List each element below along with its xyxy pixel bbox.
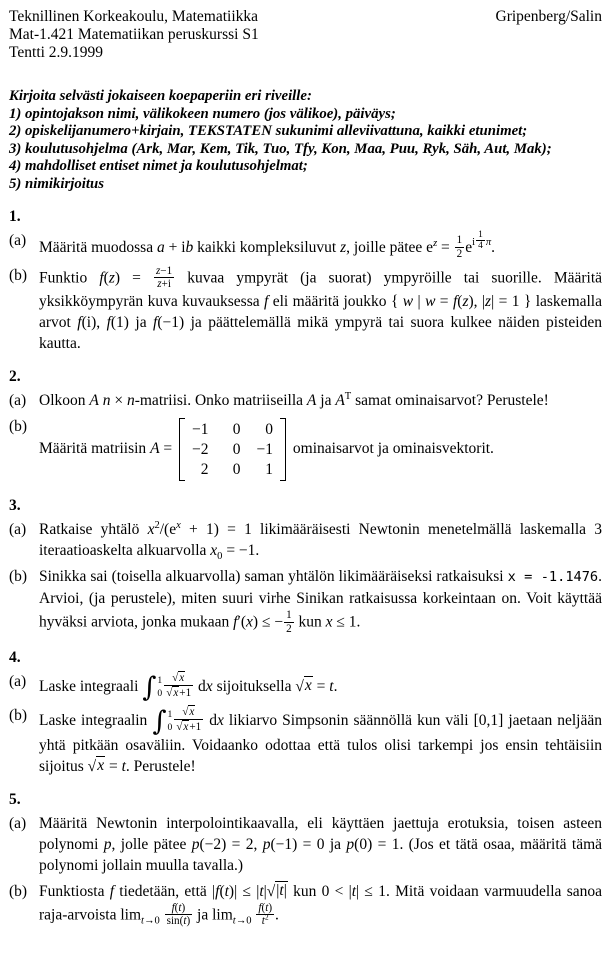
- text-run: Funktiosta: [39, 882, 110, 900]
- math-variable: z: [485, 292, 492, 310]
- math-variable: p: [103, 835, 112, 853]
- text-run: (: [103, 269, 109, 287]
- math-fraction: [173, 705, 204, 734]
- math-variable: x: [217, 712, 224, 730]
- part-text: [39, 881, 602, 928]
- part-label: (b): [9, 882, 28, 900]
- fraction-numerator: [476, 230, 485, 241]
- text-run: (−2) = 2,: [199, 835, 263, 853]
- integral-lower-limit: 0: [167, 721, 173, 733]
- text-run: Sinikka sai (toisella alkuarvolla) saman yhtälön likimääräiseksi ratkaisuksi: [39, 568, 508, 586]
- part-text: [39, 230, 602, 260]
- problem: [9, 207, 602, 354]
- text-run: =: [105, 757, 122, 775]
- radical-icon: √: [172, 672, 179, 685]
- problem: [9, 367, 602, 483]
- math-variable: t: [279, 882, 284, 900]
- radicand: [178, 671, 185, 685]
- radicand: [96, 756, 105, 775]
- text-run: 1: [456, 234, 463, 247]
- integral-icon: ∫: [152, 705, 167, 737]
- fraction-denominator: [284, 622, 294, 635]
- instruction-line: 2) opiskelijanumero+kirjain, TEKSTATEN sukunimi alleviivattuna, kaikki etunimet;: [9, 123, 528, 140]
- text-run: |: [283, 882, 287, 900]
- math-variable: t: [351, 882, 357, 900]
- text-run: T: [344, 390, 352, 402]
- text-run: . Arvioi, (ja perustele), miten suuri virhe Sinikan ratkaisussa korkeintaan on. Voit käyttää hyväksi arviota, jonka mukaan: [39, 568, 603, 631]
- superscript: [265, 912, 269, 921]
- text-run: eli määritä joukko {: [268, 292, 403, 310]
- text-run: i: [472, 237, 476, 249]
- fraction-denominator: [165, 914, 193, 927]
- math-variable: w: [425, 292, 436, 310]
- radical-icon: √: [166, 687, 173, 700]
- fraction-numerator: [154, 265, 174, 277]
- math-variable: p: [262, 835, 271, 853]
- math-variable: a: [156, 238, 165, 256]
- math-variable: n: [102, 391, 111, 409]
- text-run: 2: [154, 519, 160, 531]
- math-variable: x: [147, 521, 155, 539]
- problem-number: 2.: [9, 367, 21, 385]
- part-label: (b): [9, 707, 28, 725]
- integral-limits: [166, 709, 172, 735]
- fraction-denominator: [164, 685, 193, 700]
- math-variable: x: [189, 706, 195, 719]
- text-run: likiarvo Simpsonin säännöllä kun väli [0,1] jaetaan neljään yhtä pitkään osaväliin. Voidaanko odottaa että tulos olisi tarkempi jos ensin tehtäisiin sijoitus: [39, 712, 602, 775]
- math-variable: f: [99, 269, 104, 287]
- fraction-denominator: [256, 914, 274, 927]
- math-variable: p: [191, 835, 200, 853]
- math-variable: x: [325, 613, 333, 631]
- subscript: [141, 915, 160, 926]
- math-variable: π: [485, 237, 492, 249]
- radical-icon: √: [266, 882, 276, 900]
- part-text: [39, 390, 602, 411]
- problem-number: 1.: [9, 207, 21, 225]
- math-square-root: [182, 705, 195, 719]
- problem-part: [9, 881, 602, 928]
- part-text: [39, 566, 602, 635]
- part-text: [39, 705, 602, 776]
- math-variable: x: [246, 613, 253, 631]
- course-code-line: Mat-1.421 Matematiikan peruskurssi S1: [9, 26, 259, 43]
- part-label: (a): [9, 814, 27, 832]
- problem-part: [9, 390, 602, 411]
- part-label: (a): [9, 231, 27, 249]
- text-run: ): [186, 915, 191, 928]
- text-run: -matriisi. Onko matriiseilla: [134, 391, 307, 409]
- radicand: [188, 705, 195, 719]
- math-square-root: [88, 756, 105, 775]
- text-run: | = 1 } laskemalla arvot: [39, 292, 602, 331]
- problem: [9, 790, 602, 928]
- fraction-denominator: [154, 277, 174, 290]
- problem-number: 5.: [9, 790, 21, 808]
- math-variable: A: [89, 391, 99, 409]
- text-run: Olkoon: [39, 391, 90, 409]
- part-label: (a): [9, 521, 27, 539]
- integral-lower-limit: 0: [157, 687, 163, 699]
- text-run: . Perustele!: [125, 757, 196, 775]
- math-variable: w: [402, 292, 414, 310]
- math-variable: f: [264, 292, 269, 310]
- matrix-cell: 0: [265, 420, 274, 438]
- text-run: =: [312, 678, 330, 695]
- text-run: (−1) = 0 ja: [270, 835, 347, 853]
- examiner-name: Gripenberg/Salin: [495, 8, 602, 25]
- math-variable: z: [157, 278, 162, 291]
- text-run: (: [261, 901, 266, 914]
- radicand: [275, 881, 288, 900]
- text-run: ×: [110, 391, 127, 409]
- math-variable: z: [462, 292, 469, 310]
- part-text: [39, 671, 602, 703]
- math-variable: z: [155, 264, 161, 277]
- math-variable: n: [126, 391, 135, 409]
- text-run: ): [181, 901, 186, 914]
- instructions-block: [9, 88, 602, 194]
- text-run: kun 0 < |: [287, 882, 352, 900]
- math-variable: t: [121, 757, 126, 775]
- text-run: |: [413, 292, 426, 310]
- integral-limits: [156, 675, 162, 701]
- math-fraction: [153, 265, 175, 291]
- text-run: =: [159, 440, 177, 458]
- math-square-root: [172, 671, 185, 685]
- text-run: (: [174, 901, 179, 914]
- math-variable: b: [185, 238, 194, 256]
- problem-part: [9, 230, 602, 260]
- math-square-root: [295, 676, 312, 695]
- problem-part: [9, 671, 602, 703]
- math-variable: x: [210, 542, 218, 560]
- matrix-cell: 0: [232, 461, 241, 479]
- math-integral: [152, 705, 173, 737]
- part-label: (b): [9, 266, 28, 284]
- problem-number: 4.: [9, 649, 21, 667]
- radical-icon: √: [87, 757, 97, 775]
- integral-upper-limit: 1: [157, 674, 163, 686]
- text-run: = −1.: [222, 542, 260, 560]
- superscript: [472, 229, 492, 252]
- matrix-cell: −2: [192, 441, 209, 458]
- fraction-numerator: [165, 902, 193, 914]
- matrix-cell: −1: [192, 420, 209, 438]
- text-run: 2: [264, 912, 269, 922]
- matrix-cell: 0: [232, 441, 241, 458]
- text-run: sijoituksella: [212, 678, 296, 695]
- text-run: , jolle pätee: [111, 835, 192, 853]
- text-run: Ratkaise yhtälö: [39, 521, 148, 539]
- text-run: ≤ 1.: [332, 613, 361, 631]
- instruction-line: 3) koulutusohjelma (Ark, Mar, Kem, Tik, Tuo, Tfy, Kon, Maa, Puu, Ryk, Säh, Aut, Mak);: [9, 140, 552, 157]
- text-run: (i),: [81, 313, 107, 331]
- math-variable: t: [329, 678, 334, 695]
- text-run: 1: [478, 229, 483, 240]
- text-run: d: [194, 678, 206, 695]
- text-run: )| ≤ |: [228, 882, 260, 900]
- math-fraction: [163, 671, 194, 700]
- integral-icon: ∫: [142, 671, 157, 703]
- math-variable: f: [233, 613, 238, 631]
- math-fraction: [164, 902, 194, 928]
- text-run: ominaisarvot ja ominaisvektorit.: [289, 440, 494, 458]
- problem-part: [9, 705, 602, 776]
- problem: [9, 648, 602, 777]
- part-label: (a): [9, 673, 27, 691]
- text-run: |: [263, 882, 267, 900]
- part-label: (a): [9, 391, 27, 409]
- text-run: tiedetään, että |: [114, 882, 216, 900]
- matrix-cell: 1: [265, 461, 274, 479]
- math-variable: t: [261, 915, 265, 928]
- problems-list: [9, 207, 602, 928]
- text-run: ja: [316, 391, 336, 409]
- math-variable: x: [97, 757, 105, 775]
- instruction-line: Kirjoita selvästi jokaiseen koepaperiin eri riveille:: [9, 88, 312, 104]
- text-run: +1: [179, 687, 192, 700]
- problem-part: [9, 519, 602, 561]
- math-variable: f: [258, 901, 262, 914]
- math-square-root: [176, 720, 189, 734]
- math-variable: A: [306, 391, 317, 409]
- problem-number: 3.: [9, 497, 21, 515]
- instruction-line: 5) nimikirjoitus: [9, 175, 104, 192]
- text-run: + i: [164, 238, 186, 256]
- text-run: 4: [478, 241, 483, 252]
- problem-part: [9, 813, 602, 876]
- text-run: (−1) ja päättelemällä mikä ympyrä tai suora kulkee näiden pisteiden kautta.: [39, 313, 602, 352]
- math-variable: x: [173, 686, 179, 699]
- math-fraction: [475, 230, 486, 252]
- fraction-denominator: [476, 240, 485, 252]
- text-run: kaikki kompleksiluvut: [193, 238, 341, 256]
- math-variable: f: [77, 313, 82, 331]
- math-variable: t: [265, 901, 269, 914]
- math-variable: A: [335, 391, 345, 409]
- problem-part: [9, 416, 602, 483]
- part-text: [39, 519, 602, 561]
- fraction-numerator: [164, 671, 193, 685]
- exam-date-line: Tentti 2.9.1999: [9, 44, 104, 61]
- problem: [9, 496, 602, 635]
- part-text: [39, 813, 602, 876]
- header-left: [9, 8, 259, 62]
- matrix-right-bracket: [280, 418, 286, 481]
- matrix-cell: 2: [200, 461, 209, 479]
- math-variable: f: [109, 882, 115, 900]
- math-variable: t: [141, 915, 144, 927]
- text-run: |: [276, 882, 280, 900]
- institution-line: Teknillinen Korkeakoulu, Matematiikka: [9, 8, 258, 25]
- instruction-line: 4) mahdolliset entiset nimet ja koulutusohjelmat;: [9, 158, 308, 175]
- text-run: =: [435, 292, 453, 310]
- radical-icon: √: [176, 721, 183, 734]
- text-run: , joille pätee e: [346, 238, 434, 256]
- fraction-denominator: [174, 719, 203, 734]
- math-variable: t: [178, 901, 182, 914]
- text-run: kun: [294, 613, 326, 631]
- text-run: Määritä Newtonin interpolointikaavalla, eli käyttäen jaettuja erotuksia, toisen asteen polynomi: [39, 814, 602, 853]
- text-run: ja lim: [193, 906, 233, 924]
- radicand: [304, 676, 313, 695]
- fraction-denominator: [455, 247, 465, 260]
- typewriter-value: x = -1.1476: [507, 569, 599, 586]
- text-run: 2: [456, 247, 463, 260]
- math-square-root: [267, 881, 288, 900]
- radical-icon: √: [182, 706, 189, 719]
- text-run: (0) = 1. (Jos et tätä osaa, määritä tämä polynomi jollain muulla tavalla.): [39, 835, 603, 874]
- text-run: Laske integraali: [39, 678, 143, 695]
- math-variable: x: [205, 678, 213, 695]
- math-variable: f: [171, 901, 175, 914]
- math-variable: z: [108, 269, 115, 287]
- subscript: [233, 915, 252, 926]
- text-run: (1) ja: [110, 313, 154, 331]
- part-label: (b): [9, 568, 28, 586]
- text-run: ): [268, 901, 273, 914]
- math-variable: x: [183, 721, 189, 734]
- text-run: samat ominaisarvot? Perustele!: [351, 391, 549, 409]
- problem-part: [9, 566, 602, 635]
- text-run: ) =: [114, 269, 153, 287]
- math-fraction: [454, 234, 466, 260]
- text-run: d: [204, 712, 217, 730]
- matrix-cell: −1: [256, 441, 274, 458]
- part-text: [39, 416, 602, 483]
- math-variable: z: [340, 238, 347, 256]
- math-variable: x: [179, 672, 185, 685]
- text-run: Funktio: [39, 269, 100, 287]
- part-label: (b): [9, 417, 28, 435]
- math-variable: t: [259, 882, 264, 900]
- text-run: →0: [143, 915, 160, 927]
- text-run: =: [437, 238, 454, 256]
- text-run: (: [219, 882, 225, 900]
- text-run: 1: [286, 609, 292, 622]
- text-run: .: [333, 678, 338, 695]
- fraction-numerator: [174, 705, 203, 719]
- text-run: −1: [160, 264, 173, 277]
- math-variable: x: [176, 519, 181, 531]
- text-run: + 1) = 1 likimääräisesti Newtonin menetelmällä laskemalla 3 iteraatioaskelta alkuarvolla: [39, 521, 602, 560]
- math-variable: t: [232, 915, 236, 927]
- text-run: (: [457, 292, 463, 310]
- math-variable: t: [224, 882, 229, 900]
- text-run: Laske integraalin: [39, 712, 153, 730]
- matrix: [179, 418, 286, 481]
- math-variable: f: [106, 313, 111, 331]
- matrix-grid: [185, 418, 280, 481]
- text-run: .: [275, 906, 279, 924]
- text-run: →0: [235, 915, 252, 927]
- text-run: | ≤ 1. Mitä voidaan varmuudella sanoa raja-arvoista lim: [39, 882, 602, 924]
- math-integral: [142, 671, 163, 703]
- math-fraction: [283, 609, 295, 635]
- fraction-numerator: [455, 234, 465, 246]
- radical-icon: √: [295, 678, 304, 695]
- instruction-line: 1) opintojakson nimi, välikokeen numero (jos välikoe), päiväys;: [9, 105, 396, 122]
- text-run: Määritä muodossa: [39, 238, 157, 256]
- math-variable: t: [183, 915, 187, 928]
- text-run: kuvaa ympyrät (ja suorat) ympyröille tai suorille. Määritä yksikköympyrän kuva kuvauksessa: [39, 269, 603, 310]
- text-run: .: [491, 238, 495, 256]
- text-run: ′(: [237, 613, 247, 631]
- text-run: +1: [189, 721, 202, 734]
- math-variable: x: [304, 677, 312, 695]
- math-square-root: [166, 686, 179, 700]
- text-run: /(e: [159, 521, 177, 539]
- text-run: ) ≤ −: [252, 613, 284, 631]
- math-variable: z: [433, 237, 438, 249]
- text-run: sin(: [166, 915, 184, 928]
- math-variable: f: [153, 313, 158, 331]
- text-run: 0: [217, 551, 223, 563]
- problem-part: [9, 265, 602, 354]
- math-variable: f: [452, 292, 458, 310]
- text-run: +i: [161, 278, 171, 291]
- math-fraction: [255, 902, 275, 928]
- matrix-cell: 0: [232, 420, 241, 438]
- part-text: [39, 265, 602, 354]
- text-run: ), |: [468, 292, 486, 310]
- integral-upper-limit: 1: [167, 708, 173, 720]
- text-run: 2: [286, 622, 292, 635]
- text-run: Määritä matriisin: [39, 440, 151, 458]
- fraction-numerator: [284, 609, 294, 621]
- text-run: e: [465, 238, 473, 256]
- math-variable: p: [346, 835, 355, 853]
- exam-header: [9, 8, 602, 62]
- math-variable: f: [215, 882, 220, 900]
- math-variable: A: [150, 440, 160, 458]
